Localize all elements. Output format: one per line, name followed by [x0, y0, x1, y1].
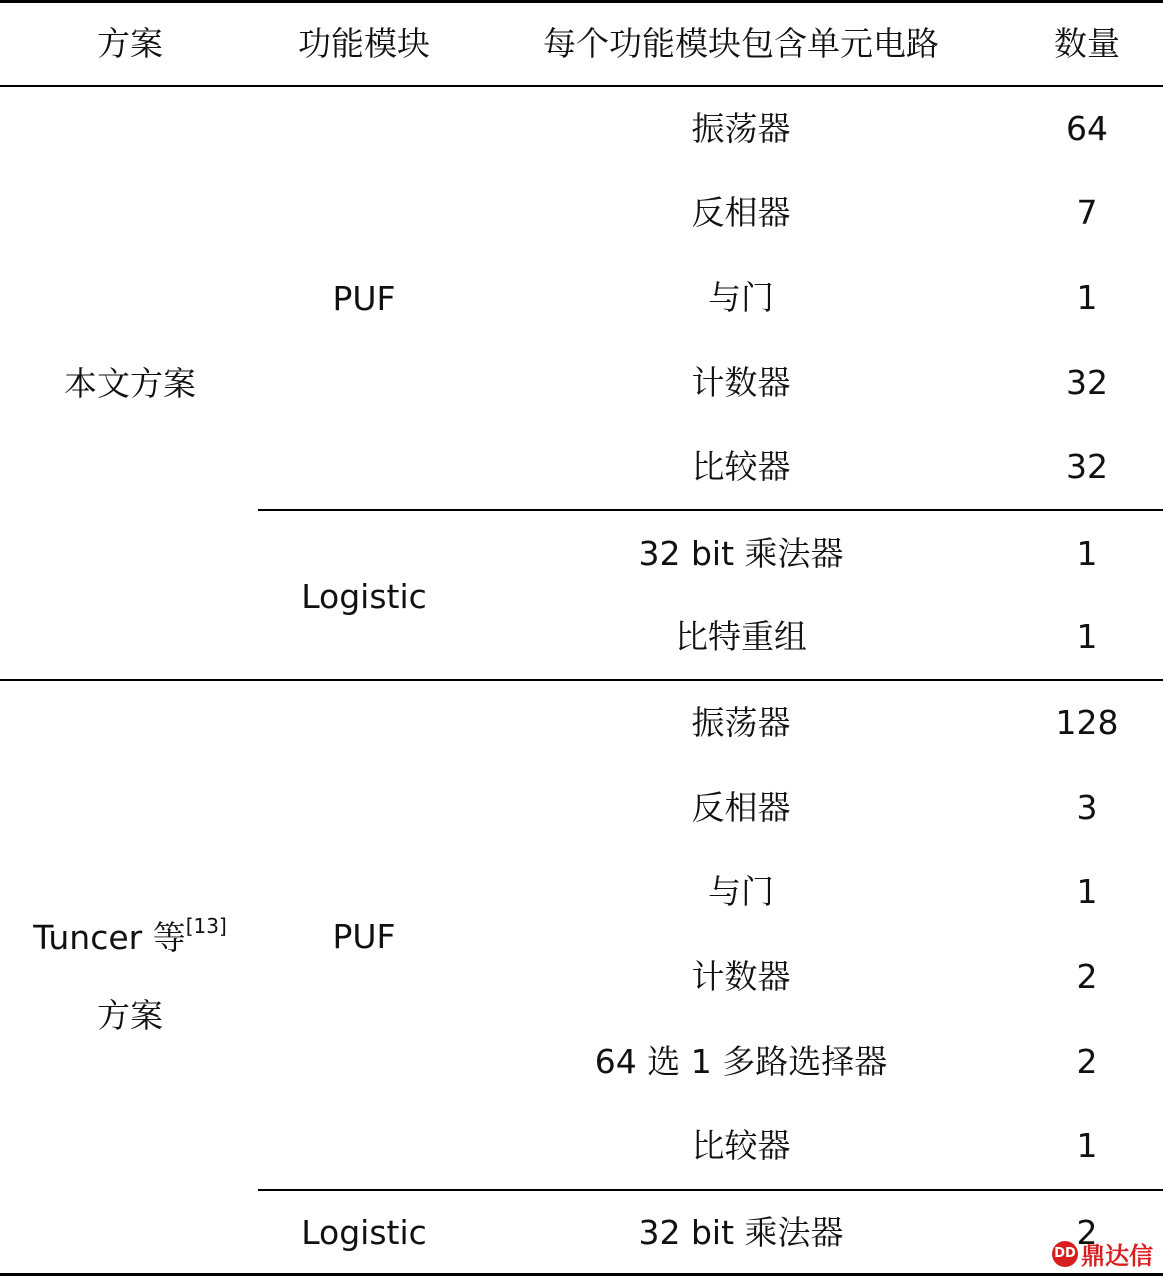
unit-cell: 与门	[708, 278, 774, 317]
unit-cell: 比较器	[691, 447, 791, 486]
count-cell: 128	[1055, 703, 1119, 742]
module-name: PUF	[332, 279, 396, 318]
unit-cell: 反相器	[691, 788, 791, 827]
unit-cell: 反相器	[691, 193, 791, 232]
count-cell: 2	[1076, 957, 1098, 996]
module-name: Logistic	[301, 577, 427, 616]
unit-cell: 32 bit 乘法器	[638, 1213, 844, 1252]
count-cell: 32	[1066, 363, 1108, 402]
module-divider-rule	[258, 509, 1163, 511]
unit-cell: 振荡器	[691, 109, 791, 148]
watermark-text: 鼎达信	[1081, 1242, 1153, 1270]
scheme-name	[33, 899, 227, 1055]
bottom-rule	[0, 1273, 1163, 1276]
watermark	[1052, 1236, 1153, 1271]
count-cell: 1	[1076, 872, 1098, 911]
reference-citation: [13]	[185, 914, 227, 938]
count-cell: 7	[1076, 193, 1098, 232]
unit-cell: 计数器	[691, 957, 791, 996]
header-module: 功能模块	[298, 24, 430, 63]
header-rule	[0, 85, 1163, 87]
watermark-logo-icon: DD	[1052, 1241, 1078, 1267]
scheme-name-line1: Tuncer 等	[33, 918, 186, 957]
count-cell: 2	[1076, 1213, 1098, 1252]
module-divider-rule	[258, 1189, 1163, 1191]
header-units: 每个功能模块包含单元电路	[543, 24, 939, 63]
unit-cell: 比较器	[691, 1126, 791, 1165]
unit-cell: 与门	[708, 872, 774, 911]
header-scheme: 方案	[97, 24, 163, 63]
count-cell: 64	[1066, 109, 1108, 148]
count-cell: 3	[1076, 788, 1098, 827]
unit-cell: 振荡器	[691, 703, 791, 742]
scheme-name: 本文方案	[64, 364, 196, 403]
count-cell: 1	[1076, 278, 1098, 317]
count-cell: 32	[1066, 447, 1108, 486]
scheme-name-line2: 方案	[96, 996, 163, 1035]
count-cell: 1	[1076, 1126, 1098, 1165]
count-cell: 1	[1076, 617, 1098, 656]
count-cell: 2	[1076, 1042, 1098, 1081]
module-name: PUF	[332, 917, 396, 956]
top-rule	[0, 0, 1163, 3]
header-count: 数量	[1054, 24, 1120, 63]
unit-cell: 比特重组	[675, 617, 807, 656]
count-cell: 1	[1076, 534, 1098, 573]
unit-cell: 计数器	[691, 363, 791, 402]
module-name: Logistic	[301, 1213, 427, 1252]
scheme-divider-rule	[0, 679, 1163, 681]
unit-cell: 32 bit 乘法器	[638, 534, 844, 573]
unit-cell: 64 选 1 多路选择器	[594, 1042, 888, 1081]
